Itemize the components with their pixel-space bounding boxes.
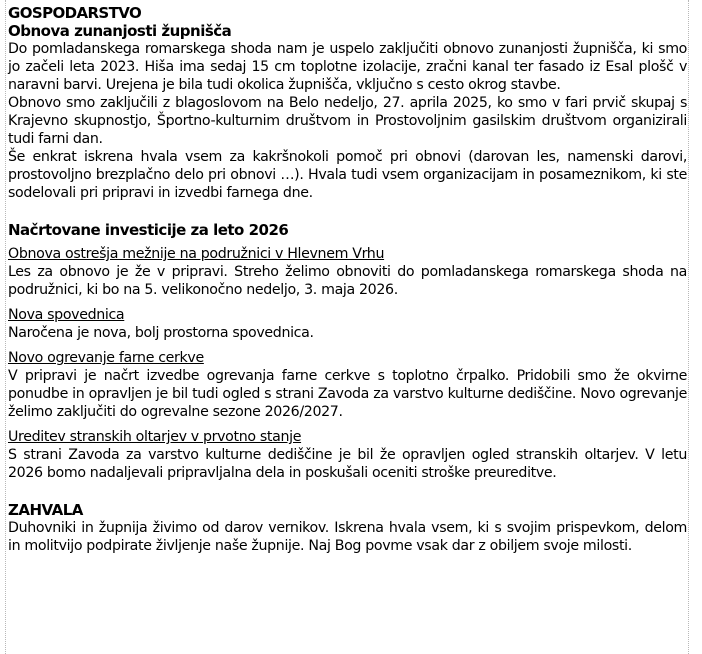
- item-heading: Obnova ostrešja mežnije na podružnici v Hlevnem Vrhu: [8, 246, 385, 262]
- page-border-left: [5, 0, 6, 654]
- section-subtitle: Obnova zunanjosti župnišča: [8, 22, 232, 40]
- section-title: ZAHVALA: [8, 501, 83, 519]
- section-title: GOSPODARSTVO: [8, 4, 142, 22]
- section-investicije: [8, 221, 687, 482]
- paragraph: Do pomladanskega romarskega shoda nam je uspelo zaključiti obnovo zunanjosti župnišča, ki smo jo začeli leta 2023. Hiša ima sedaj 15 cm toplotne izolacije, zračni kanal ter fasado iz Esal plošč v naravni barvi. Urejena je bila tudi okolica župnišča, vključno s cesto okrog stavbe.: [8, 41, 687, 93]
- section-title: Načrtovane investicije za leto 2026: [8, 221, 289, 239]
- paragraph: Obnovo smo zaključili z blagoslovom na Belo nedeljo, 27. aprila 2025, ko smo v fari prvič skupaj s Krajevno skupnostjo, Športno-kulturnim društvom in Prostovoljnim gasilskim društvom organizirali tudi farni dan.: [8, 95, 687, 147]
- item-text: Les za obnovo je že v pripravi. Streho želimo obnoviti do pomladanskega romarskega shoda na podružnici, ki bo na 5. velikonočno nedeljo, 3. maja 2026.: [8, 264, 687, 298]
- document-body: [8, 4, 687, 555]
- item-heading: Ureditev stranskih oltarjev v prvotno stanje: [8, 429, 302, 445]
- item-text: S strani Zavoda za varstvo kulturne dediščine je bil že opravljen ogled stranskih oltarjev. V letu 2026 bomo nadaljevali pripravljalna dela in poskušali oceniti stroške preureditve.: [8, 447, 687, 481]
- page-border-right: [688, 0, 689, 654]
- paragraph: Še enkrat iskrena hvala vsem za kakršnokoli pomoč pri obnovi (darovan les, namenski darovi, prostovoljno brezplačno delo pri obnovi …). Hvala tudi vsem organizacijam in posameznikom, ki ste sodelovali pri pripravi in izvedbi farnega dne.: [8, 149, 687, 201]
- item-text: Naročena je nova, bolj prostorna spovednica.: [8, 325, 314, 341]
- section-gospodarstvo: [8, 4, 687, 202]
- item-text: V pripravi je načrt izvedbe ogrevanja farne cerkve s toplotno črpalko. Pridobili smo že okvirne ponudbe in opravljen je bil tudi ogled s strani Zavoda za varstvo kulturne dediščine. Novo ogrevanje želimo zaključiti do ogrevalne sezone 2026/2027.: [8, 368, 687, 420]
- paragraph: Duhovniki in župnija živimo od darov vernikov. Iskrena hvala vsem, ki s svojim prispevkom, delom in molitvijo podpirate življenje naše župnije. Naj Bog povme vsak dar z obiljem svoje milosti.: [8, 520, 687, 554]
- section-zahvala: [8, 501, 687, 555]
- item-heading: Novo ogrevanje farne cerkve: [8, 350, 204, 366]
- item-heading: Nova spovednica: [8, 307, 125, 323]
